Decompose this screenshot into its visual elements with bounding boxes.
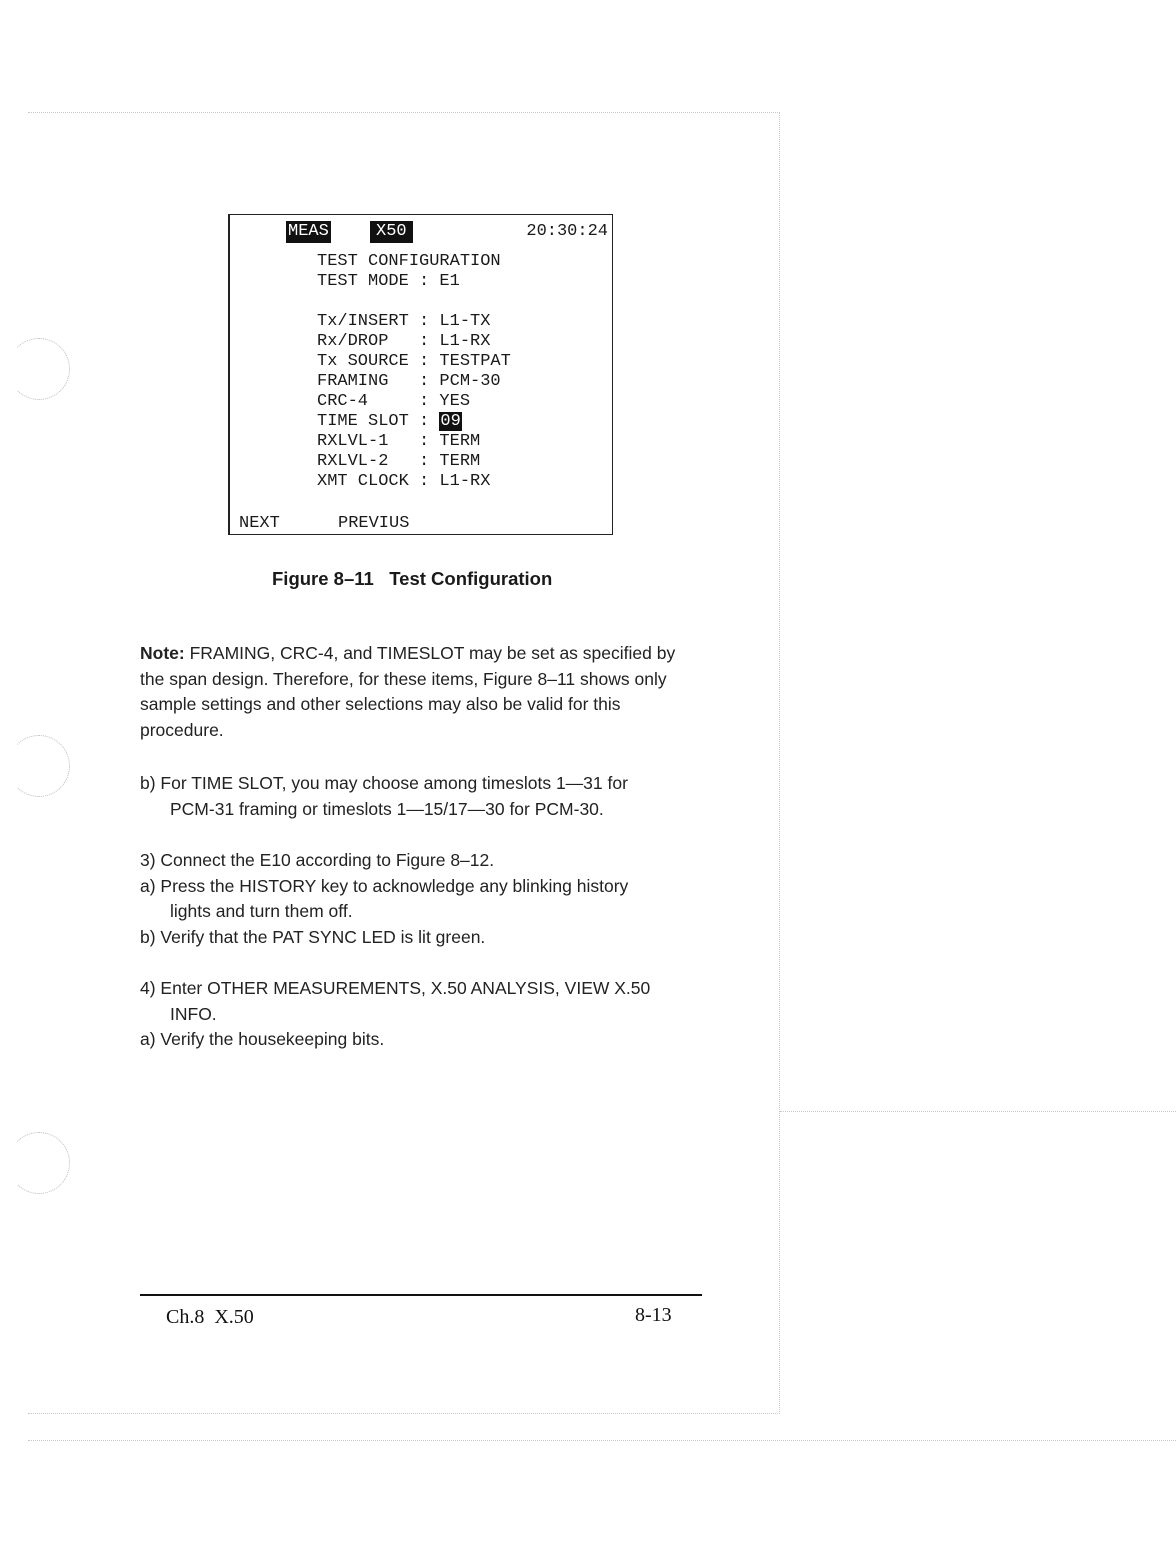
config-line: Rx/DROP : L1-RX [317,332,491,351]
step-text: 3) Connect the E10 according to Figure 8–12. [140,850,495,870]
config-line: XMT CLOCK : L1-RX [317,472,491,491]
time-slot-line [317,412,462,432]
footer-chapter: Ch.8 X.50 [166,1306,254,1328]
config-line: RXLVL-1 : TERM [317,432,481,451]
scan-edge-mid [780,1111,1176,1112]
footer-page-number: 8-13 [635,1304,672,1326]
step-text: INFO. [170,1003,217,1024]
step-3 [140,848,704,950]
step-text: lights and turn them off. [170,901,353,921]
punch-hole [8,338,70,400]
time-slot-label: TIME SLOT : [317,412,440,431]
punch-hole [8,735,70,797]
x50-tab: X50 [370,221,413,243]
next-softkey: NEXT [239,514,280,533]
note-text: FRAMING, CRC-4, and TIMESLOT may be set as specified by the span design. Therefore, for these items, Figure 8–11 shows only sample settings and other selections may also be valid for this procedure. [140,643,676,740]
meas-tab: MEAS [288,222,329,241]
test-mode-line: TEST MODE : E1 [317,272,460,291]
figure-caption: Figure 8–11 Test Configuration [272,568,553,589]
time-slot-value: 09 [440,412,461,431]
scan-edge-right [779,112,780,1412]
scan-edge-bottom-2 [28,1440,1176,1441]
config-line: Tx/INSERT : L1-TX [317,312,491,331]
step-text: a) Verify the housekeeping bits. [140,1029,385,1049]
scan-edge-bottom [28,1413,780,1414]
note-paragraph [140,641,704,743]
screen-time: 20:30:24 [526,222,608,241]
footer-rule [140,1294,702,1296]
punch-hole [8,1132,70,1194]
config-line: RXLVL-2 : TERM [317,452,481,471]
scan-edge-top [28,112,780,113]
config-line: Tx SOURCE : TESTPAT [317,352,511,371]
step-text: a) Press the HISTORY key to acknowledge any blinking history [140,875,629,896]
step-4 [140,976,704,1053]
step-text: b) For TIME SLOT, you may choose among timeslots 1—31 for [140,773,628,793]
screen-title: TEST CONFIGURATION [317,252,501,271]
previous-softkey: PREVIUS [338,514,410,533]
config-line: CRC-4 : YES [317,392,471,411]
step-b-timeslot [140,771,704,822]
note-label: Note: [140,643,185,663]
step-text: b) Verify that the PAT SYNC LED is lit green. [140,926,486,947]
step-text: PCM-31 framing or timeslots 1—15/17—30 for PCM-30. [170,798,604,819]
config-line: FRAMING : PCM-30 [317,372,501,391]
step-text: 4) Enter OTHER MEASUREMENTS, X.50 ANALYSIS, VIEW X.50 [140,978,651,998]
test-configuration-screen [228,214,613,535]
